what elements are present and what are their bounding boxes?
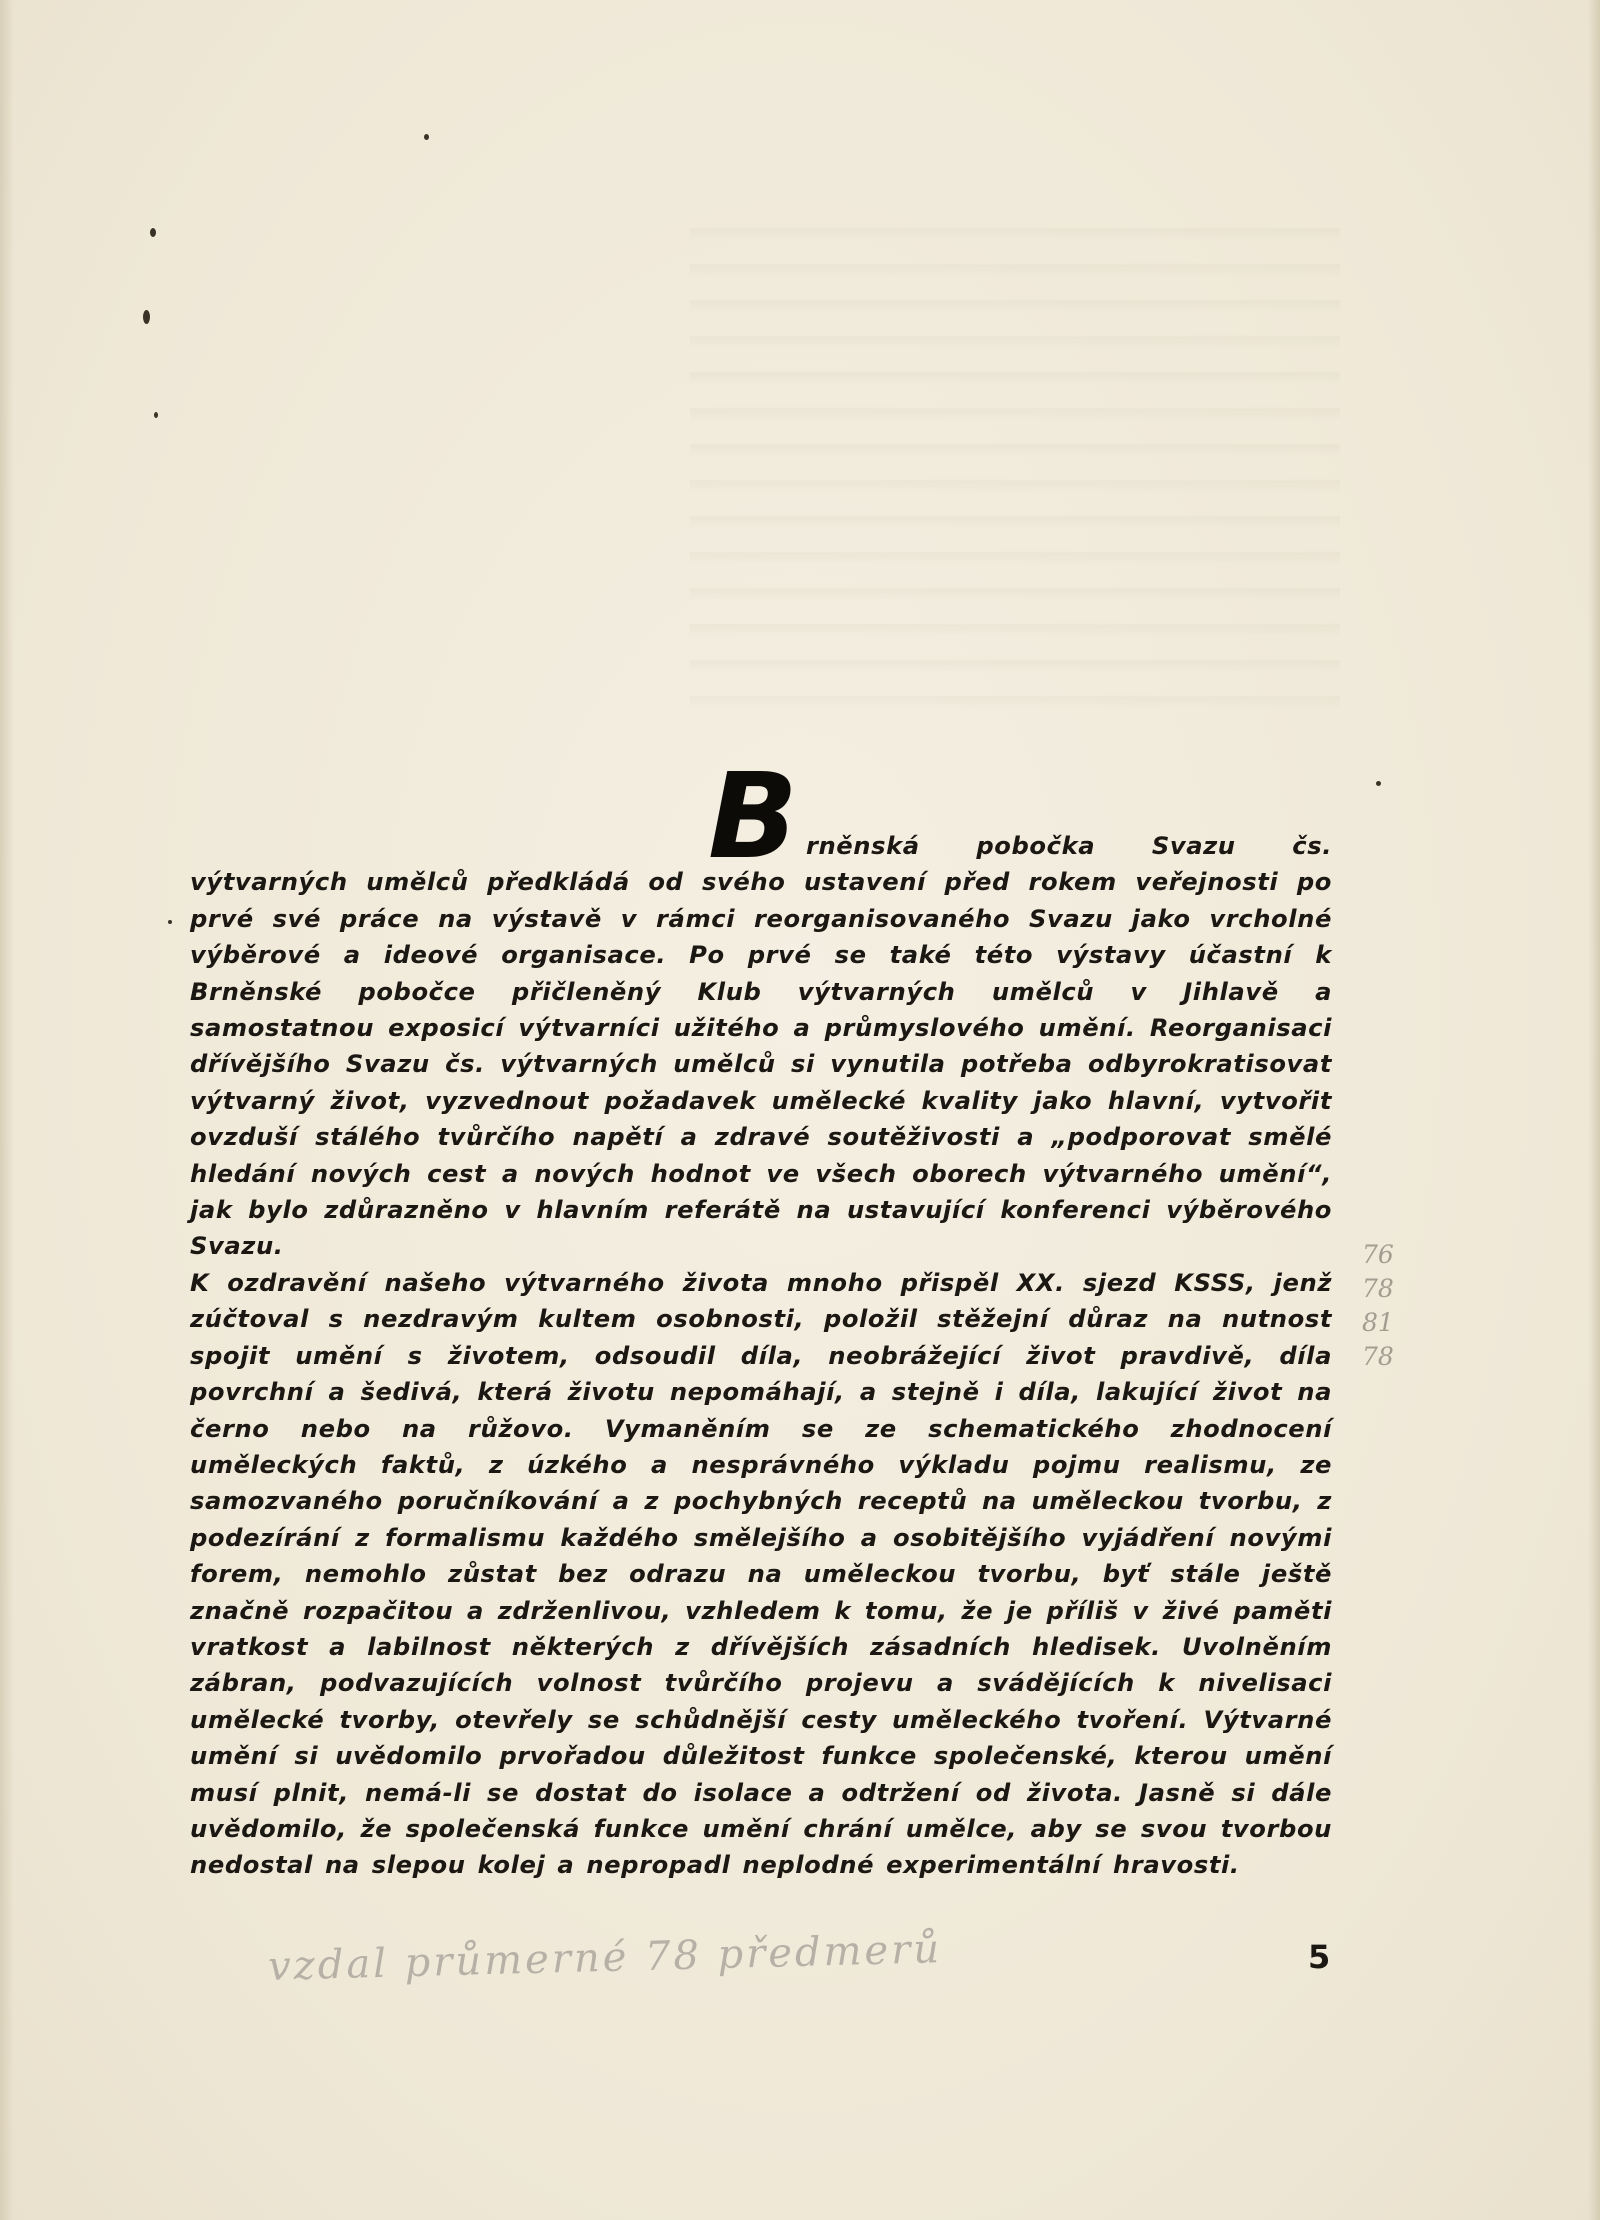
pencil-figure: 78	[1362, 1342, 1394, 1371]
pencil-margin-figures	[1362, 1238, 1422, 1374]
paper-speck	[424, 134, 429, 140]
article-body	[190, 747, 1332, 1884]
reverse-side-bleed-through	[690, 205, 1340, 725]
paper-speck	[154, 412, 158, 418]
paper-speck	[143, 310, 150, 324]
pencil-figure: 78	[1362, 1274, 1394, 1303]
paragraph-1: rněnská pobočka Svazu čs. výtvarných umělců předkládá od svého ustavení před rokem veřejnosti po prvé své práce na výstavě v rámci reorganisovaného Svazu jako vrcholné výběrové a ideové organisace. Po prvé se také této výstavy účastní k Brněnské pobočce přičleněný Klub výtvarných umělců v Jihlavě a samostatnou exposicí výtvarníci užitého a průmyslového umění. Reorganisaci dřívějšího Svazu čs. výtvarných umělců si vynutila potřeba odbyrokratisovat výtvarný život, vyzvednout požadavek umělecké kvality jako hlavní, vytvořit ovzduší stálého tvůrčího napětí a zdravé soutěživosti a „podporovat smělé hledání nových cest a nových hodnot ve všech oborech výtvarného umění“, jak bylo zdůrazněno v hlavním referátě na ustavující konferenci výběrového Svazu.	[190, 832, 1332, 1261]
page-number: 5	[1308, 1938, 1331, 1976]
paper-speck	[1376, 781, 1381, 786]
pencil-figure: 81	[1362, 1308, 1394, 1337]
paper-speck	[168, 920, 172, 924]
pencil-figure: 76	[1362, 1240, 1394, 1269]
page-edge-shadow-right	[1588, 0, 1600, 2220]
page-edge-shadow-left	[0, 0, 14, 2220]
drop-cap: B	[708, 747, 798, 885]
paper-speck	[150, 228, 156, 237]
pencil-handwritten-note: vzdal průmerné 78 předmerů	[267, 1926, 943, 1990]
paragraph-2: K ozdravění našeho výtvarného života mnoho přispěl XX. sjezd KSSS, jenž zúčtoval s nezdravým kultem osobnosti, položil stěžejní důraz na nutnost spojit umění s životem, odsoudil díla, neobrážející život pravdivě, díla povrchní a šedivá, která životu nepomáhají, a stejně i díla, lakující život na černo nebo na růžovo. Vymaněním se ze schematického zhodnocení uměleckých faktů, z úzkého a nesprávného výkladu pojmu realismu, ze samozvaného poručníkování a z pochybných receptů na uměleckou tvorbu, z podezírání z formalismu každého smělejšího a osobitějšího vyjádření novými forem, nemohlo zůstat bez odrazu na uměleckou tvorbu, byť stále ještě značně rozpačitou a zdrženlivou, vzhledem k tomu, že je příliš v živé paměti vratkost a labilnost některých z dřívějších zásadních hledisek. Uvolněním zábran, podvazujících volnost tvůrčího projevu a svádějících k nivelisaci umělecké tvorby, otevřely se schůdnější cesty uměleckého tvoření. Výtvarné umění si uvědomilo prvořadou důležitost funkce společenské, kterou umění musí plnit, nemá-li se dostat do isolace a odtržení od života. Jasně si dále uvědomilo, že společenská funkce umění chrání umělce, aby se svou tvorbou nedostal na slepou kolej a nepropadl neplodné experimentální hravosti.	[190, 1268, 1332, 1880]
